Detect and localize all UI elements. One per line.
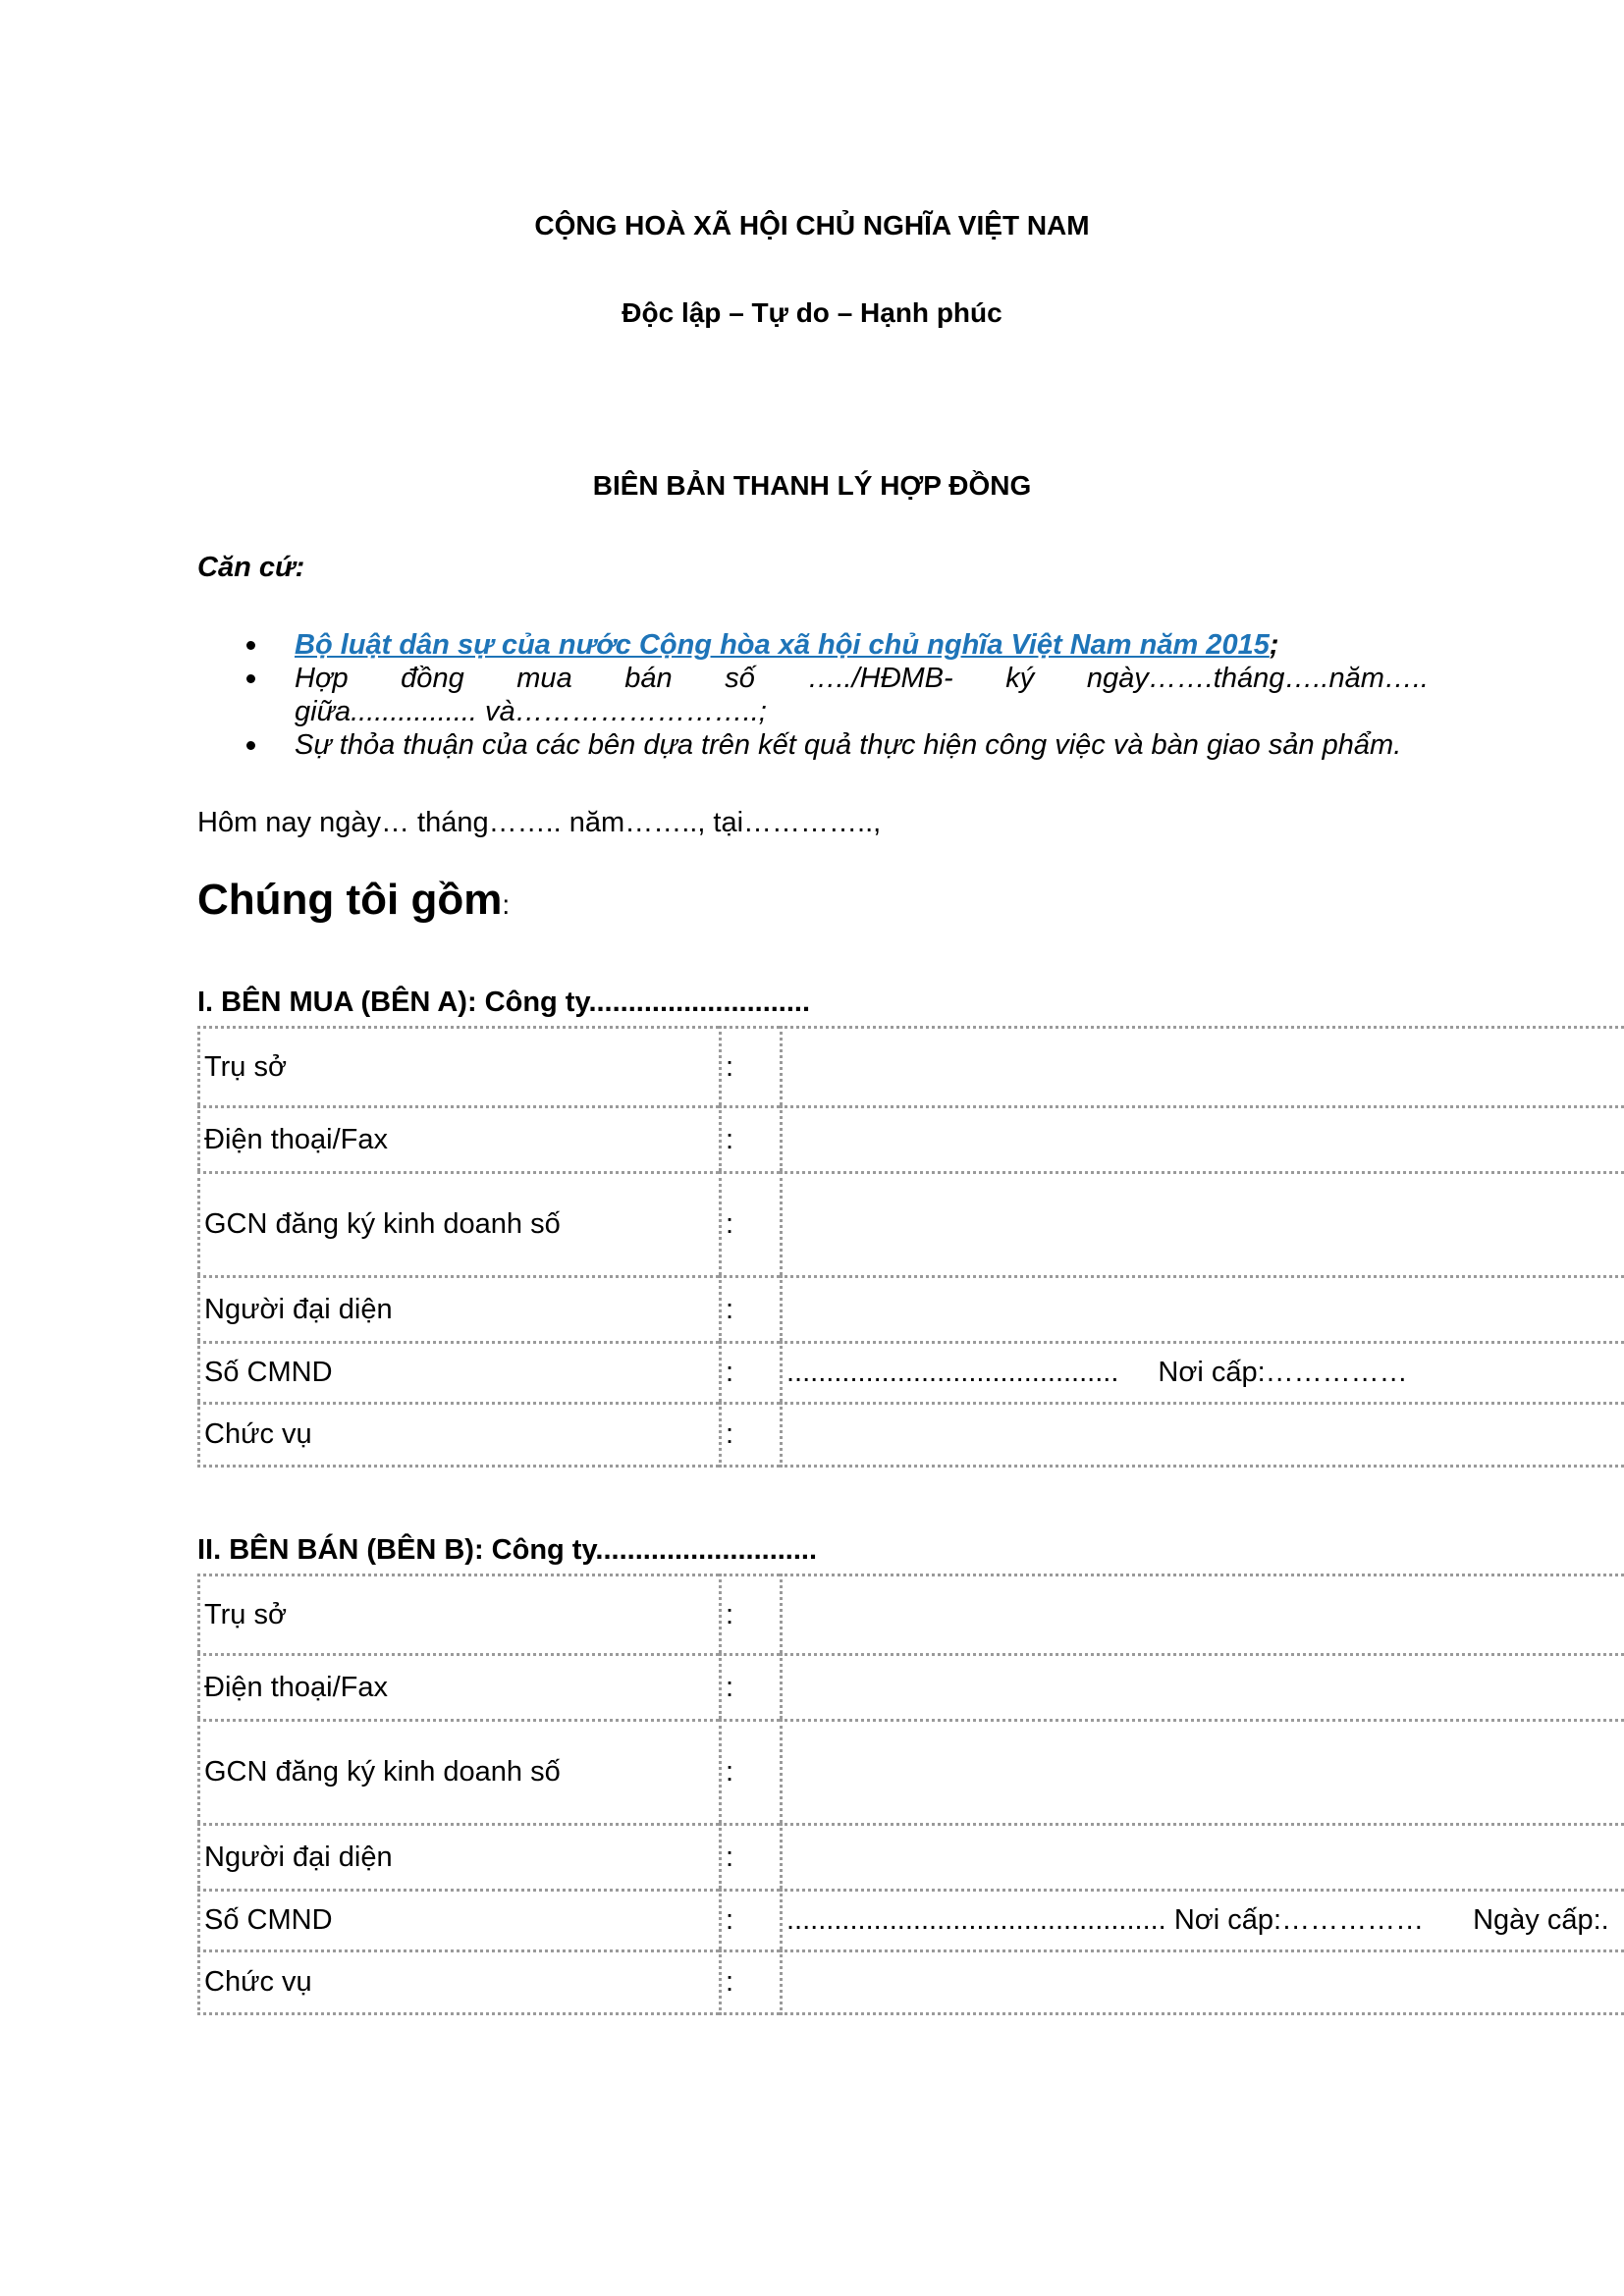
issue-date-value: Ngày cấp:.: [1473, 1904, 1609, 1936]
row-value[interactable]: [780, 1719, 1624, 1823]
national-title: CỘNG HOÀ XÃ HỘI CHỦ NGHĨA VIỆT NAM: [534, 210, 1090, 240]
row-colon: :: [719, 1275, 780, 1341]
parties-heading-colon: :: [502, 889, 511, 920]
row-label: GCN đăng ký kinh doanh số: [197, 1719, 719, 1823]
row-label: Số CMND: [197, 1341, 719, 1402]
row-value[interactable]: [780, 1653, 1624, 1719]
table-row: [197, 1026, 1624, 1105]
parties-heading: [197, 876, 510, 925]
row-label: Số CMND: [197, 1889, 719, 1949]
parties-heading-text: Chúng tôi gồm: [197, 876, 503, 924]
table-row: [197, 1574, 1624, 1653]
row-colon: :: [719, 1105, 780, 1171]
table-row: [197, 1653, 1624, 1719]
bullet-icon: [246, 741, 255, 750]
row-value[interactable]: [780, 1889, 1624, 1949]
list-item: [197, 728, 1429, 762]
row-colon: :: [719, 1823, 780, 1889]
national-motto: Độc lập – Tự do – Hạnh phúc: [622, 297, 1002, 328]
document-title: BIÊN BẢN THANH LÝ HỢP ĐỒNG: [592, 470, 1032, 501]
id-number-value: ................................................: [786, 1904, 1166, 1936]
party-a-table: [197, 1026, 1624, 1468]
contract-reference-line-1: Hợp đồng mua bán số …../HĐMB- ký ngày…….tháng…..năm…..: [295, 663, 1429, 694]
row-colon: :: [719, 1171, 780, 1275]
row-colon: :: [719, 1026, 780, 1105]
row-label: GCN đăng ký kinh doanh số: [197, 1171, 719, 1275]
party-b-title: II. BÊN BÁN (BÊN B): Công ty............................: [197, 1534, 818, 1566]
row-colon: :: [719, 1574, 780, 1653]
party-b-table: [197, 1574, 1624, 2015]
row-colon: :: [719, 1402, 780, 1468]
row-value[interactable]: [780, 1171, 1624, 1275]
row-label: Chức vụ: [197, 1402, 719, 1468]
civil-code-link[interactable]: Bộ luật dân sự của nước Cộng hòa xã hội chủ nghĩa Việt Nam năm 2015: [295, 629, 1270, 661]
table-row: [197, 1105, 1624, 1171]
row-value[interactable]: [780, 1275, 1624, 1341]
row-value[interactable]: [780, 1105, 1624, 1171]
table-row: [197, 1949, 1624, 2015]
table-row: [197, 1719, 1624, 1823]
row-value[interactable]: [780, 1574, 1624, 1653]
table-row: [197, 1341, 1624, 1402]
basis-list: [197, 618, 1429, 762]
row-label: Điện thoại/Fax: [197, 1653, 719, 1719]
bullet-icon: [246, 641, 255, 650]
issue-place-value: Nơi cấp:……………: [1158, 1357, 1408, 1388]
basis-heading: Căn cứ:: [197, 552, 305, 583]
row-value[interactable]: [780, 1402, 1624, 1468]
issue-place-value: Nơi cấp:……………: [1173, 1904, 1425, 1936]
row-colon: :: [719, 1653, 780, 1719]
table-row: [197, 1889, 1624, 1949]
row-label: Trụ sở: [197, 1574, 719, 1653]
row-colon: :: [719, 1949, 780, 2015]
row-label: Chức vụ: [197, 1949, 719, 2015]
id-number-value: ..........................................: [786, 1357, 1119, 1388]
list-item: [197, 662, 1429, 728]
row-value[interactable]: [780, 1026, 1624, 1105]
law-suffix: ;: [1269, 629, 1279, 661]
row-colon: :: [719, 1341, 780, 1402]
agreement-text: Sự thỏa thuận của các bên dựa trên kết quả thực hiện công việc và bàn giao sản phẩm.: [295, 729, 1402, 761]
table-row: [197, 1171, 1624, 1275]
row-value[interactable]: [780, 1949, 1624, 2015]
bullet-icon: [246, 674, 255, 683]
table-row: [197, 1402, 1624, 1468]
row-label: Trụ sở: [197, 1026, 719, 1105]
row-value[interactable]: [780, 1823, 1624, 1889]
date-place-line: Hôm nay ngày… tháng…….. năm…….., tại…………..,: [197, 807, 882, 838]
table-row: [197, 1823, 1624, 1889]
row-colon: :: [719, 1719, 780, 1823]
contract-reference-line-2: giữa................ và……………………..;: [295, 696, 767, 727]
row-value[interactable]: [780, 1341, 1624, 1402]
row-label: Người đại diện: [197, 1275, 719, 1341]
list-item: [197, 628, 1429, 662]
table-row: [197, 1275, 1624, 1341]
row-label: Điện thoại/Fax: [197, 1105, 719, 1171]
row-label: Người đại diện: [197, 1823, 719, 1889]
party-a-title: I. BÊN MUA (BÊN A): Công ty............................: [197, 987, 811, 1018]
row-colon: :: [719, 1889, 780, 1949]
